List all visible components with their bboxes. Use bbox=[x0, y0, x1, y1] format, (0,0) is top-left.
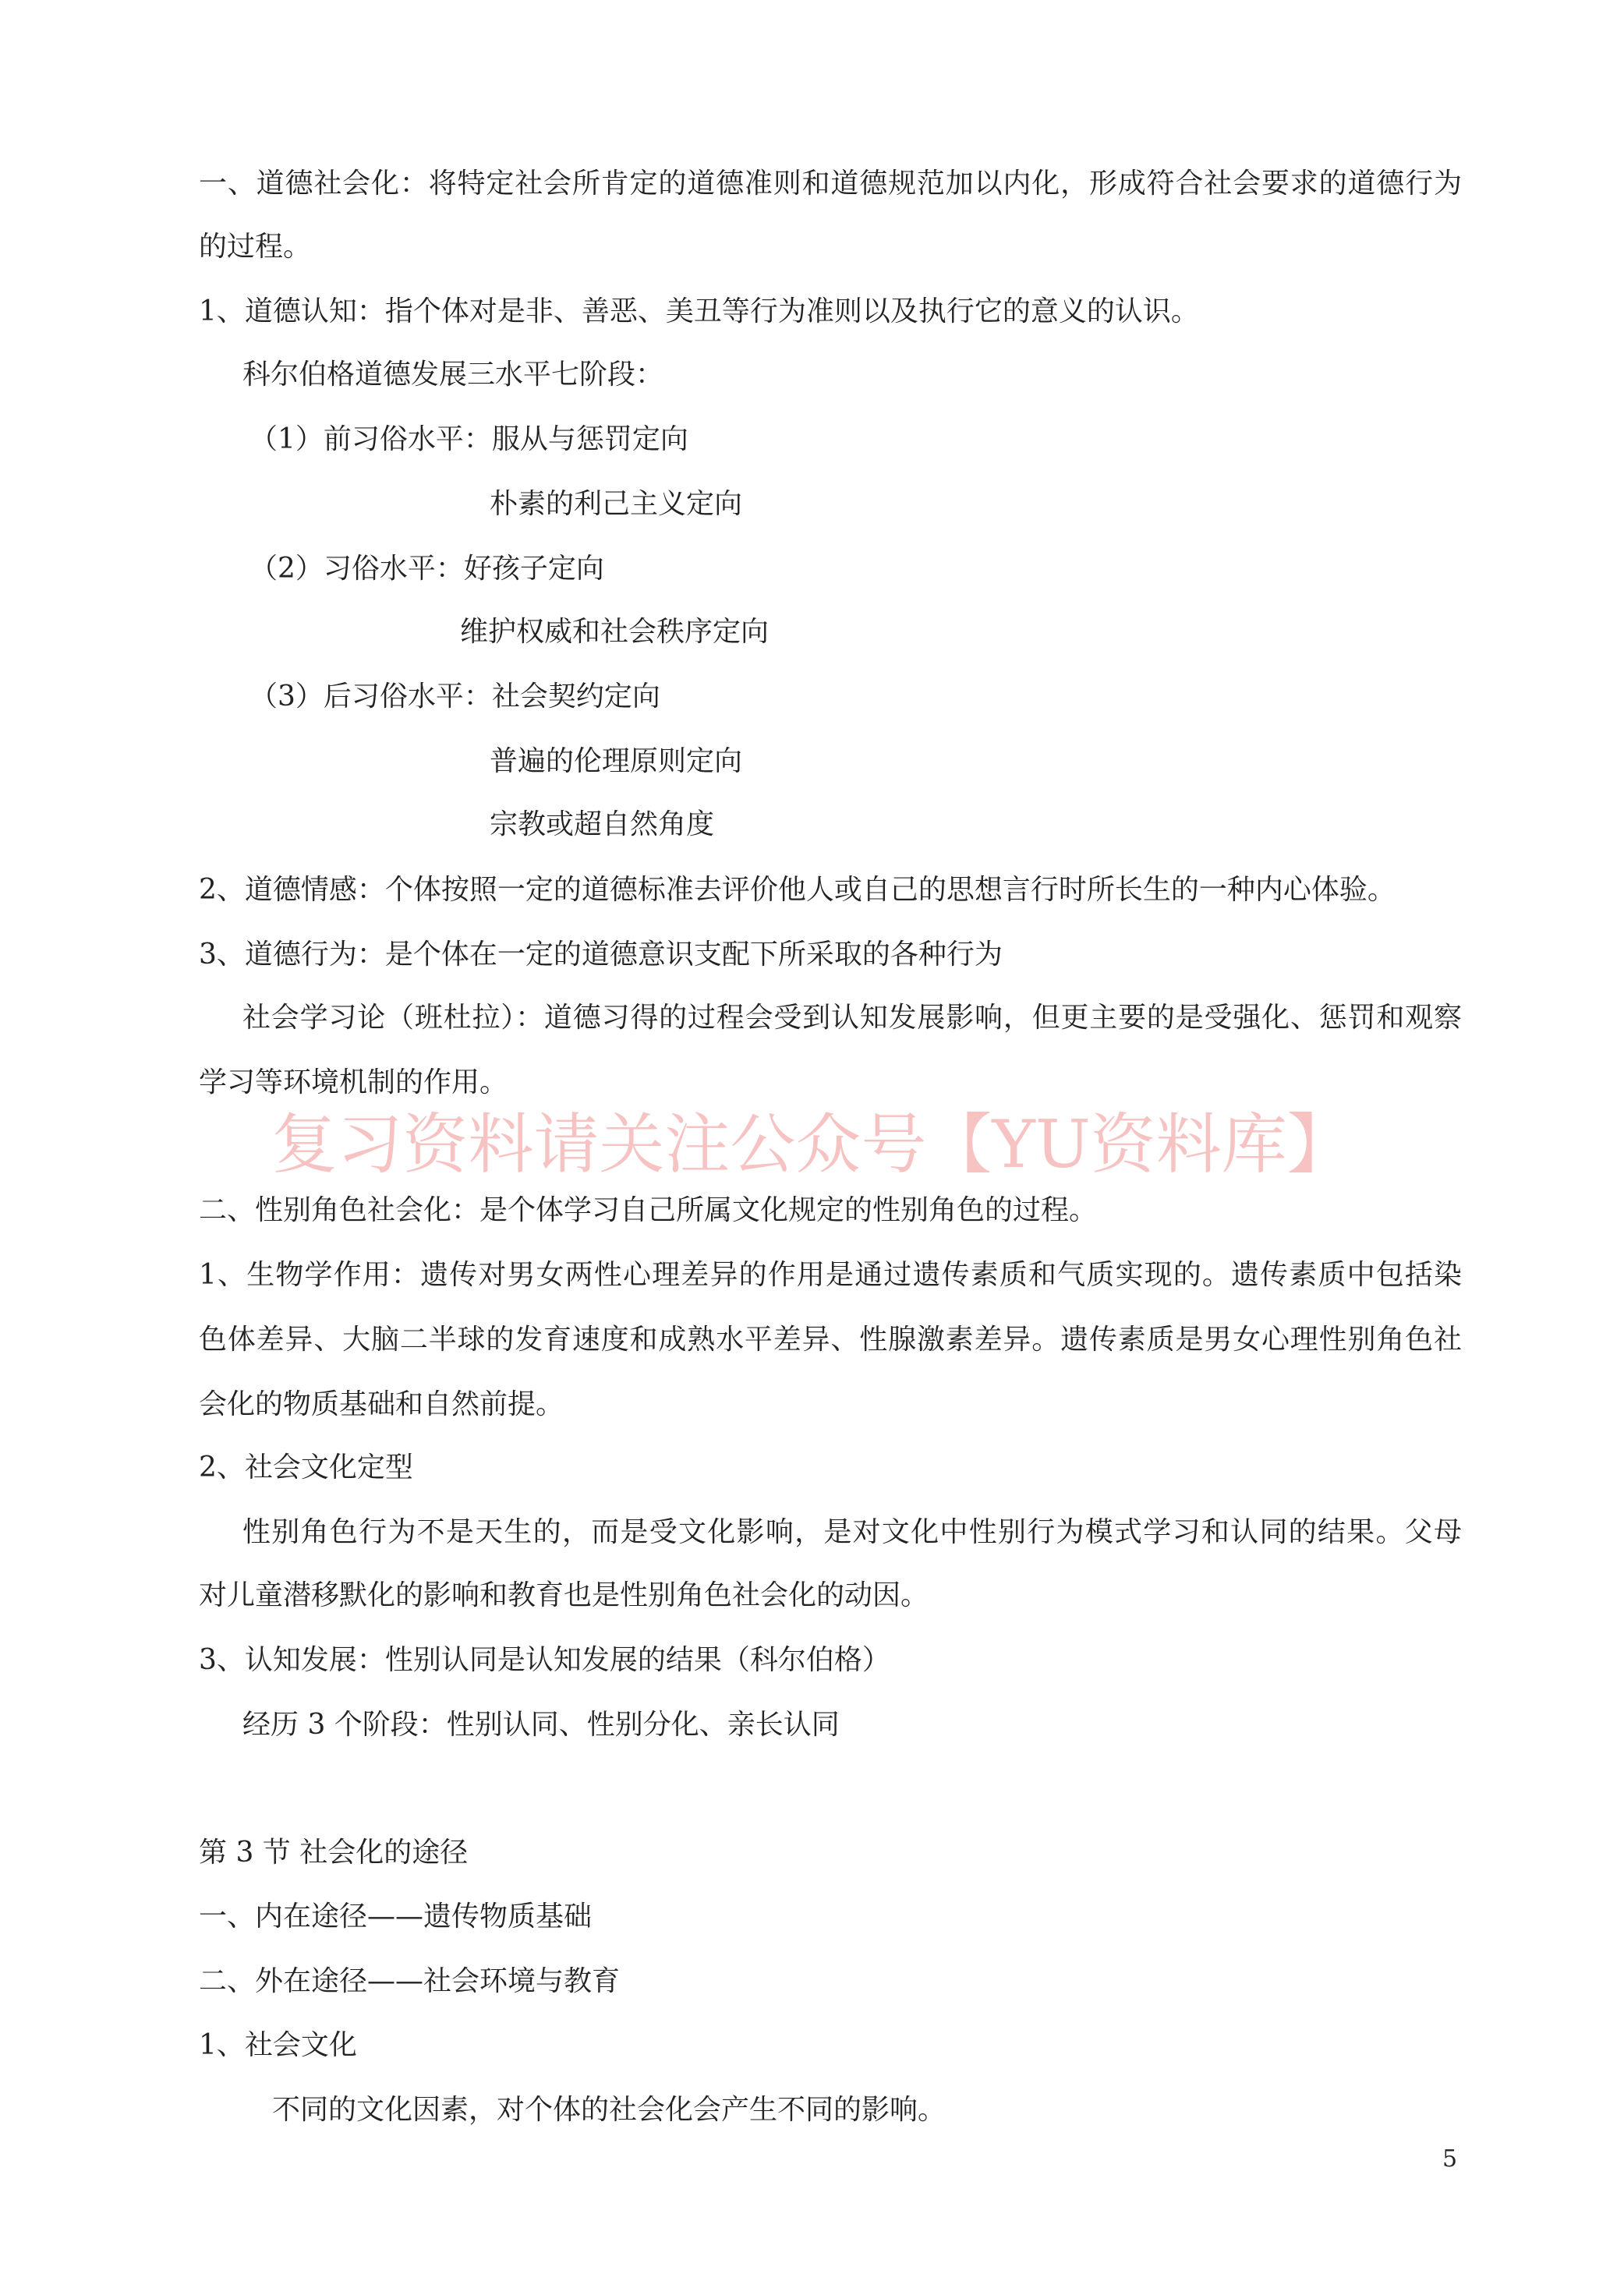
text-line: 1、道德认知：指个体对是非、善恶、美丑等行为准则以及执行它的意义的认识。 bbox=[199, 295, 1199, 327]
text-line: 朴素的利己主义定向 bbox=[490, 488, 743, 520]
text-line: 一、内在途径——遗传物质基础 bbox=[199, 1901, 593, 1933]
text-line: 二、外在途径——社会环境与教育 bbox=[199, 1965, 621, 1997]
text-line: 维护权威和社会秩序定向 bbox=[460, 616, 770, 648]
text-line: （3）后习俗水平：社会契约定向 bbox=[249, 681, 660, 713]
text-line: 宗教或超自然角度 bbox=[490, 808, 715, 840]
text-line: 一、道德社会化：将特定社会所肯定的道德准则和道德规范加以内化，形成符合社会要求的道德行为 bbox=[199, 168, 1462, 200]
text-line: 普遍的伦理原则定向 bbox=[490, 745, 743, 777]
text-line: 二、性别角色社会化：是个体学习自己所属文化规定的性别角色的过程。 bbox=[199, 1194, 1098, 1226]
text-line: 2、道德情感：个体按照一定的道德标准去评价他人或自己的思想言行时所长生的一种内心体验。 bbox=[199, 874, 1396, 906]
text-line: 社会学习论（班杜拉）：道德习得的过程会受到认知发展影响，但更主要的是受强化、惩罚和观察 bbox=[242, 1002, 1462, 1034]
text-line: 色体差异、大脑二半球的发育速度和成熟水平差异、性腺激素差异。遗传素质是男女心理性别角色社 bbox=[199, 1324, 1462, 1356]
page-number: 5 bbox=[1442, 2145, 1458, 2173]
text-line: 的过程。 bbox=[199, 231, 312, 263]
text-line: （1）前习俗水平：服从与惩罚定向 bbox=[249, 423, 688, 455]
text-line: 2、社会文化定型 bbox=[199, 1452, 413, 1483]
text-line: 学习等环境机制的作用。 bbox=[199, 1066, 508, 1098]
text-line: 会化的物质基础和自然前提。 bbox=[199, 1388, 564, 1420]
text-line: 3、认知发展：性别认同是认知发展的结果（科尔伯格） bbox=[199, 1644, 890, 1676]
text-line: （2）习俗水平：好孩子定向 bbox=[249, 553, 604, 585]
text-line: 1、社会文化 bbox=[199, 2029, 357, 2061]
text-line: 性别角色行为不是天生的，而是受文化影响，是对文化中性别行为模式学习和认同的结果。父母 bbox=[242, 1516, 1462, 1548]
text-line: 经历 3 个阶段：性别认同、性别分化、亲长认同 bbox=[242, 1709, 840, 1741]
text-line: 1、生物学作用：遗传对男女两性心理差异的作用是通过遗传素质和气质实现的。遗传素质中包括染 bbox=[199, 1259, 1462, 1291]
text-line: 3、道德行为：是个体在一定的道德意识支配下所采取的各种行为 bbox=[199, 939, 1003, 971]
text-line: 科尔伯格道德发展三水平七阶段： bbox=[242, 359, 664, 391]
text-line: 不同的文化因素，对个体的社会化会产生不同的影响。 bbox=[272, 2094, 946, 2126]
section-heading: 第 3 节 社会化的途径 bbox=[199, 1837, 469, 1869]
text-line: 对儿童潜移默化的影响和教育也是性别角色社会化的动因。 bbox=[199, 1579, 929, 1611]
watermark: 复习资料请关注公众号【YU资料库】 bbox=[271, 1106, 1353, 1183]
